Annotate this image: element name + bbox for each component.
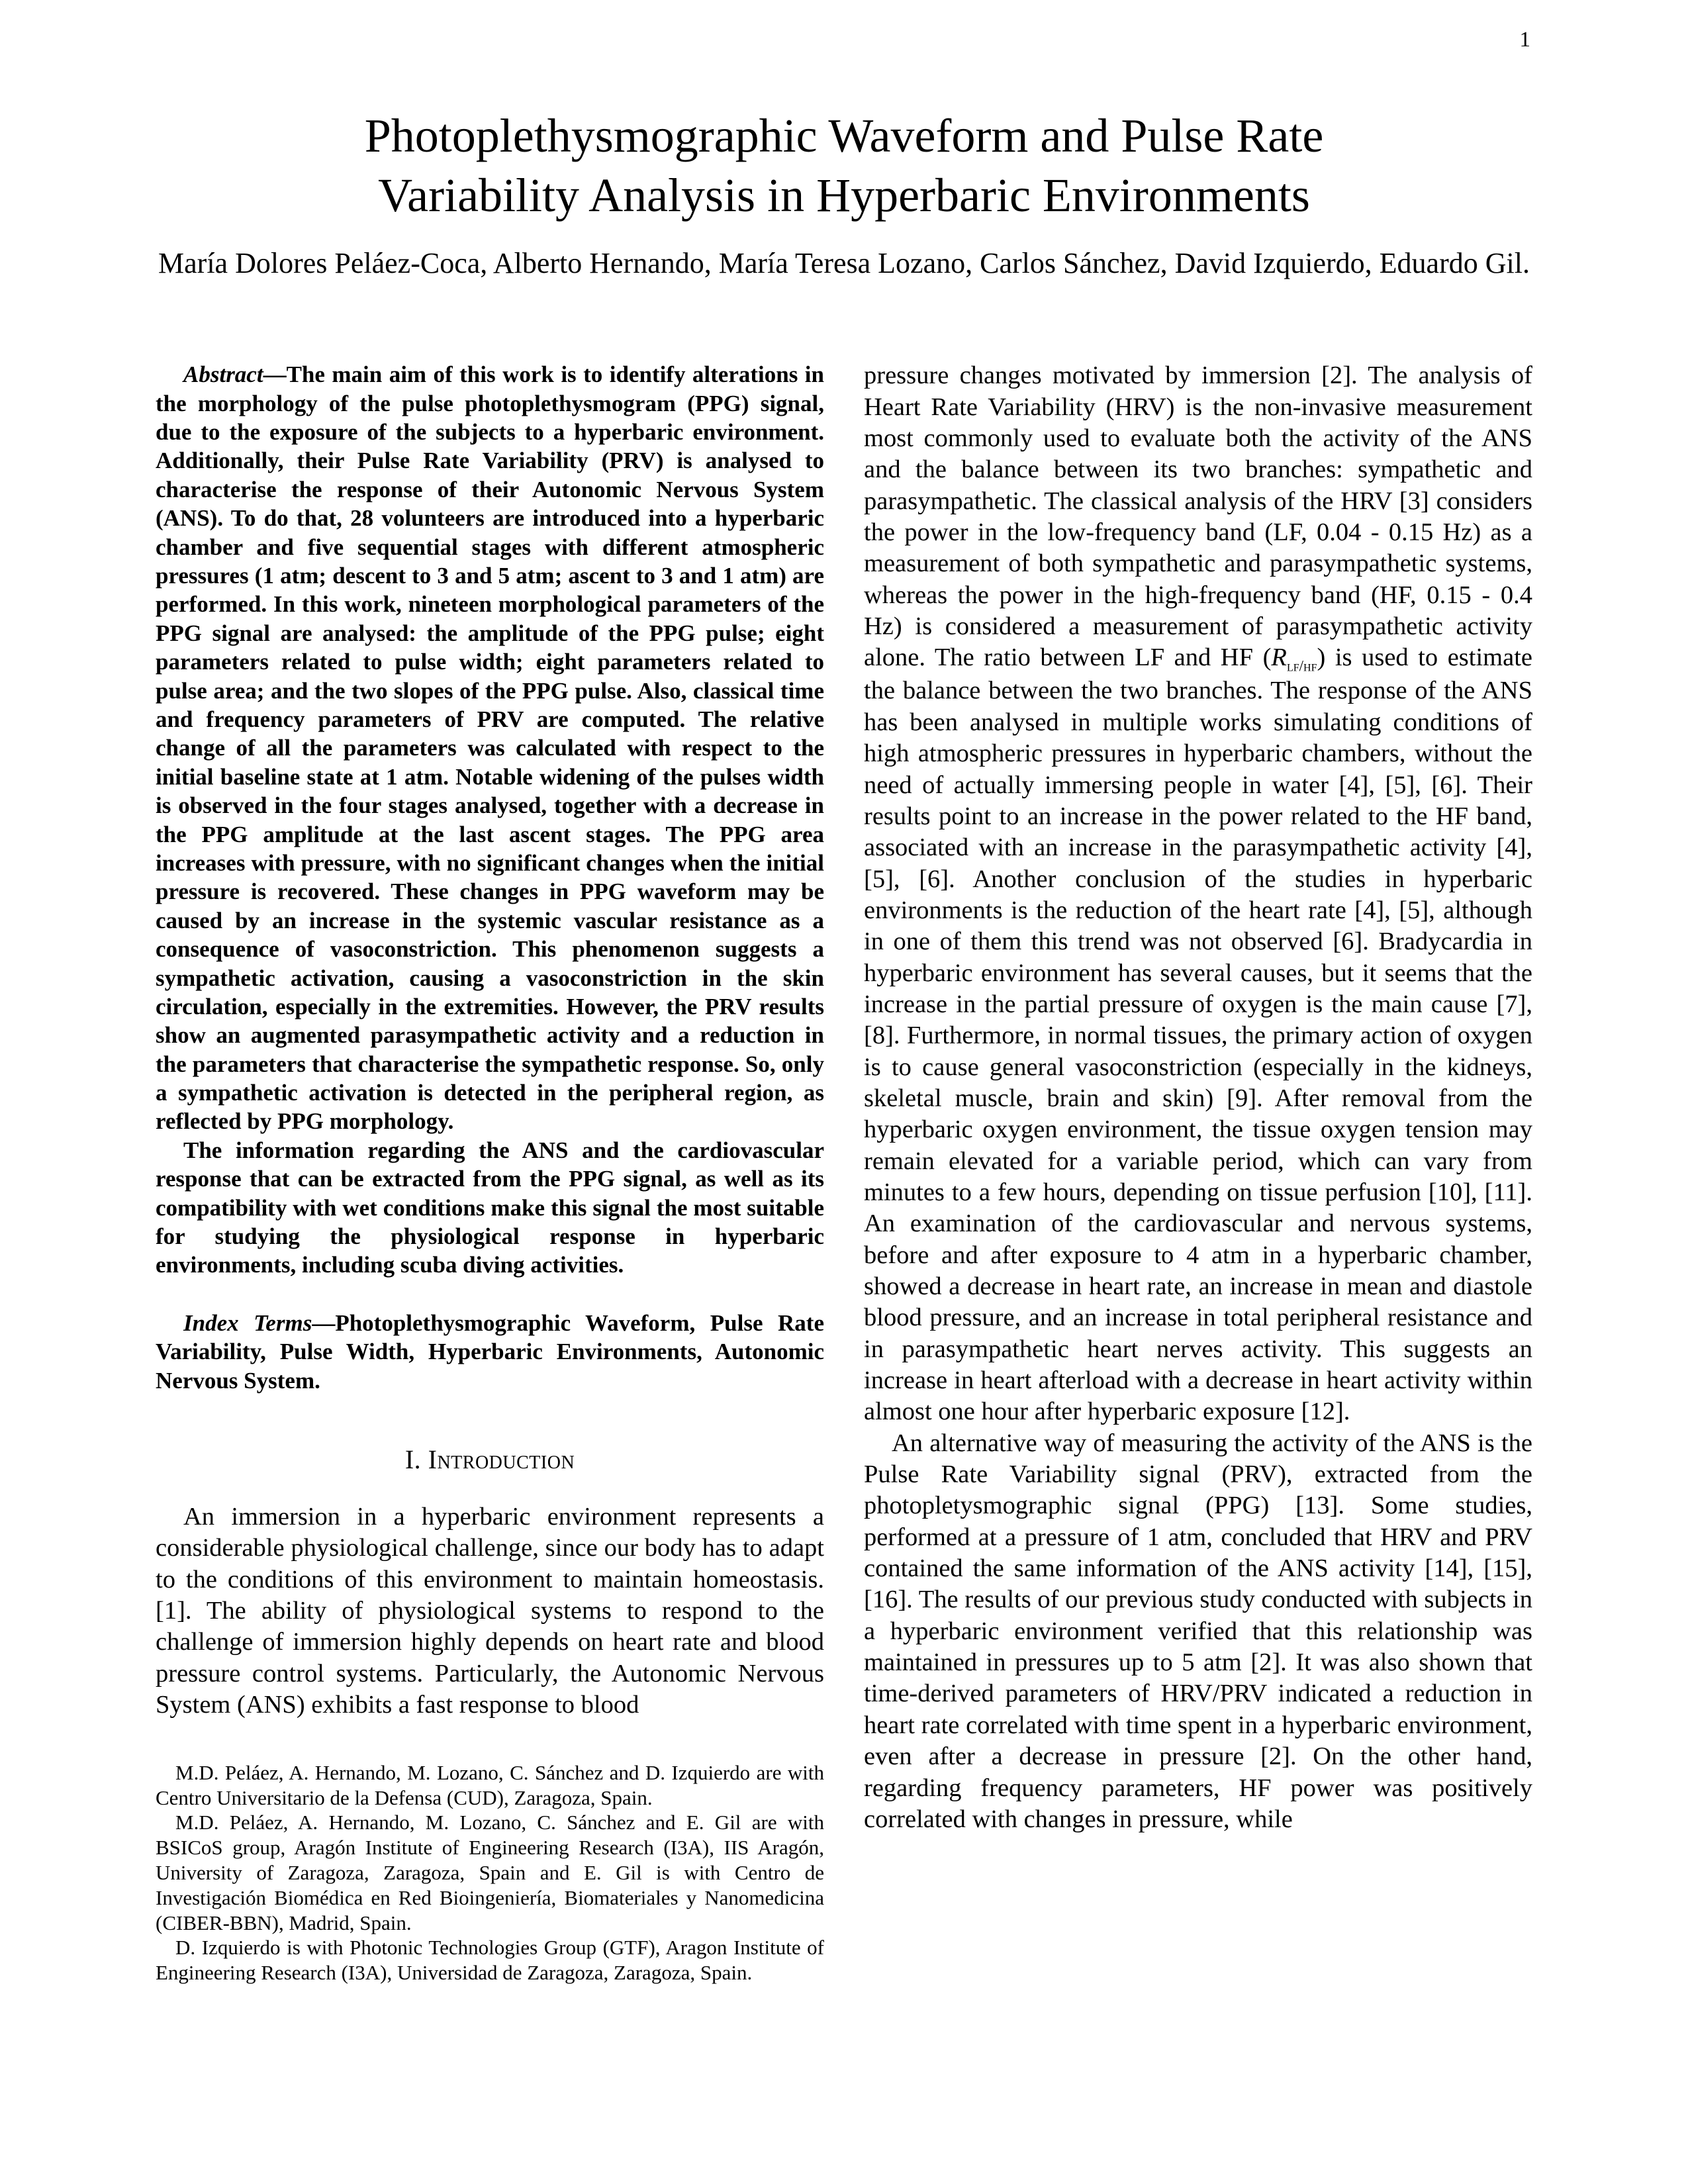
index-terms [156, 1309, 824, 1395]
alternative-prv-paragraph: An alternative way of measuring the activity of the ANS is the Pulse Rate Variability signal (PRV), extracted from the photopletysmographic signal (PPG) [13]. Some studies, performed at a pressure of 1 atm, concluded that HRV and PRV contained the same information of the ANS activity [14], [15], [16]. The results of our previous study conducted with subjects in a hyperbaric environment verified that this relationship was maintained in pressures up to 5 atm [2]. It was also shown that time-derived parameters of HRV/PRV indicated a reduction in heart rate correlated with time spent in a hyperbaric environment, even after a decrease in pressure [2]. On the other hand, regarding frequency parameters, HF power was positively correlated with changes in pressure, while [864, 1429, 1532, 1833]
paragraph-text-post: ) is used to estimate the balance between the two branches. The response of the ANS has been analysed in multiple works simulating conditions of high atmospheric pressures in hyperbaric chambers, without the need of actually immersing people in water [4], [5], [6]. Their results point to an increase in the power related to the HF band, associated with an increase in the parasympathetic activity [4], [5], [6]. Another conclusion of the studies in hyperbaric environments is the reduction of the heart rate [4], [5], although in one of them this trend was not observed [6]. Bradycardia in hyperbaric environment has several causes, but it seems that the increase in the partial pressure of oxygen is the main cause [7], [8]. Furthermore, in normal tissues, the primary action of oxygen is to cause general vasoconstriction (especially in the kidneys, skeletal muscle, brain and skin) [9]. After removal from the hyperbaric oxygen environment, the tissue oxygen tension may remain elevated for a variable period, which can vary from minutes to a few hours, depending on tissue perfusion [10], [11]. An examination of the cardiovascular and nervous systems, before and after exposure to 4 atm in a hyperbaric chamber, showed a decrease in heart rate, an increase in mean and diastole blood pressure, and an increase in total peripheral resistance and in parasympathetic heart nerves activity. This suggests an increase in heart afterload with a decrease in heart activity within almost one hour after hyperbaric exposure [12]. [864, 643, 1532, 1426]
right-column [864, 360, 1532, 1985]
footnote-2: M.D. Peláez, A. Hernando, M. Lozano, C. Sánchez and E. Gil are with BSICoS group, Aragón Institute of Engineering Research (I3A), IIS Aragón, University of Zaragoza, Zaragoza, Spain and E. Gil is with Centro de Investigación Biomédica en Red Bioingeniería, Biomateriales y Nanomedicina (CIBER-BBN), Madrid, Spain. [156, 1811, 824, 1934]
ratio-subscript: lf/hf [1286, 657, 1317, 675]
abstract-label: Abstract [183, 361, 263, 388]
page-number: 1 [1519, 28, 1530, 52]
introduction-paragraph: An immersion in a hyperbaric environment represents a considerable physiological challenge, since our body has to adapt to the conditions of this environment to maintain homeostasis. [1]. The ability of physiological systems to respond to the challenge of immersion highly depends on heart rate and blood pressure control systems. Particularly, the Autonomic Nervous System (ANS) exhibits a fast response to blood [156, 1502, 824, 1719]
title-line-1: Photoplethysmographic Waveform and Pulse Rate [364, 109, 1324, 162]
two-column-body [156, 360, 1532, 1985]
title-line-2: Variability Analysis in Hyperbaric Environments [378, 169, 1310, 222]
intro-continued-paragraph [864, 360, 1532, 1427]
author-list: María Dolores Peláez-Coca, Alberto Hernando, María Teresa Lozano, Carlos Sánchez, David Izquierdo, Eduardo Gil. [158, 247, 1530, 279]
footnote-3: D. Izquierdo is with Photonic Technologies Group (GTF), Aragon Institute of Engineering Research (I3A), Universidad de Zaragoza, Zaragoza, Spain. [156, 1936, 824, 1985]
section-title: Introduction [428, 1444, 575, 1474]
abstract-paragraph-2: The information regarding the ANS and the cardiovascular response that can be extracted from the PPG signal, as well as its compatibility with wet conditions make this signal the most suitable for studying the physiological response in hyperbaric environments, including scuba diving activities. [156, 1137, 824, 1278]
author-footnotes [156, 1724, 824, 1985]
paragraph-text-pre: pressure changes motivated by immersion [2]. The analysis of Heart Rate Variability (HRV) is the non-invasive measurement most commonly used to evaluate both the activity of the ANS and the balance between its two branches: sympathetic and parasympathetic. The classical analysis of the HRV [3] considers the power in the low-frequency band (LF, 0.04 - 0.15 Hz) as a measurement of both sympathetic and parasympathetic systems, whereas the power in the high-frequency band (HF, 0.15 - 0.4 Hz) is considered a measurement of parasympathetic activity alone. The ratio between LF and HF ( [864, 361, 1532, 672]
section-heading-introduction [156, 1444, 824, 1475]
index-terms-label: Index Terms [183, 1309, 312, 1336]
index-terms-text: —Photoplethysmographic Waveform, Pulse Rate Variability, Pulse Width, Hyperbaric Environments, Autonomic Nervous System. [156, 1309, 824, 1394]
ratio-symbol: R [1271, 643, 1287, 672]
left-column [156, 360, 824, 1985]
section-number: I. [404, 1444, 422, 1474]
abstract-paragraph-1 [156, 360, 824, 1136]
footnote-1: M.D. Peláez, A. Hernando, M. Lozano, C. Sánchez and D. Izquierdo are with Centro Universitario de la Defensa (CUD), Zaragoza, Spain. [156, 1760, 824, 1809]
abstract-text: —The main aim of this work is to identify alterations in the morphology of the pulse photoplethysmogram (PPG) signal, due to the exposure of the subjects to a hyperbaric environment. Additionally, their Pulse Rate Variability (PRV) is analysed to characterise the response of their Autonomic Nervous System (ANS). To do that, 28 volunteers are introduced into a hyperbaric chamber and five sequential stages with different atmospheric pressures (1 atm; descent to 3 and 5 atm; ascent to 3 and 1 atm) are performed. In this work, nineteen morphological parameters of the PPG signal are analysed: the amplitude of the PPG pulse; eight parameters related to pulse width; eight parameters related to pulse area; and the two slopes of the PPG pulse. Also, classical time and frequency parameters of PRV are computed. The relative change of all the parameters was calculated with respect to the initial baseline state at 1 atm. Notable widening of the pulses width is observed in the four stages analysed, together with a decrease in the PPG amplitude at the last ascent stages. The PPG area increases with pressure, with no significant changes when the initial pressure is recovered. These changes in PPG waveform may be caused by an increase in the systemic vascular resistance as a consequence of vasoconstriction. This phenomenon suggests a sympathetic activation, causing a vasoconstriction in the skin circulation, especially in the extremities. However, the PRV results show an augmented parasympathetic activity and a reduction in the parameters that characterise the sympathetic response. So, only a sympathetic activation is detected in the peripheral region, as reflected by PPG morphology. [156, 361, 824, 1135]
paper-title [156, 106, 1532, 225]
